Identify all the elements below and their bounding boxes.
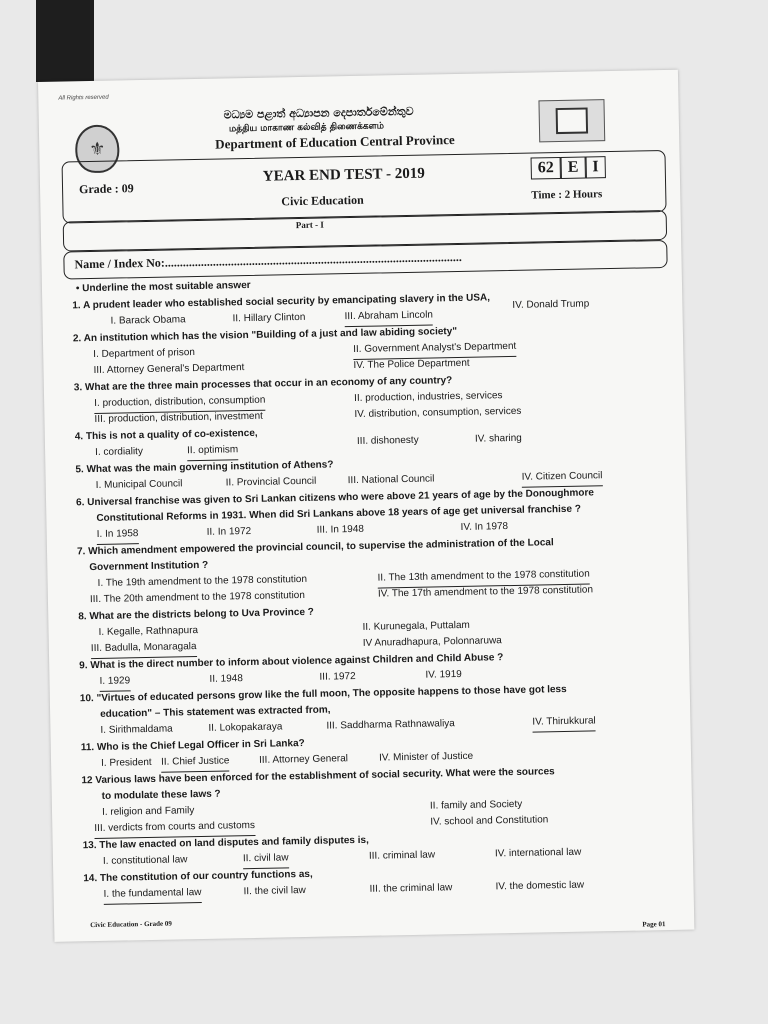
option[interactable]: II. Lokopakaraya [208,721,283,734]
option-underlined[interactable]: II. optimism [187,442,238,461]
option[interactable]: IV. Donald Trump [512,298,590,311]
option[interactable]: II. Hillary Clinton [232,311,306,325]
option[interactable]: IV. sharing [474,432,522,445]
option[interactable]: III. Attorney General [258,753,349,766]
option[interactable]: I. Sirithmaldama [100,723,173,736]
option-underlined[interactable]: II. Government Analyst's Department [353,339,516,360]
grade-label: Grade : 09 [78,181,134,197]
question-text: 1. A prudent leader who established social security by emancipating slavery in the USA, [72,292,491,312]
option[interactable]: I. Kegalle, Rathnapura [98,625,199,638]
option[interactable]: IV. In 1978 [460,521,509,533]
paper-code-part: I [585,156,606,178]
option[interactable]: I. constitutional law [102,854,188,867]
dept-sinhala: මධ්‍යම පළාත් අධ්‍යාපන දෙපාර්තමේන්තුව [223,104,414,122]
option-underlined[interactable]: IV. Thirukkural [532,713,596,732]
question-text-cont: Government Institution ? [89,559,209,574]
option[interactable]: I. Municipal Council [95,478,183,491]
option-underlined[interactable]: III. verdicts from courts and customs [94,818,255,839]
dept-english: Department of Education Central Province [215,132,455,152]
question-text: 4. This is not a quality of co-existence, [74,427,258,443]
background-corner [36,0,94,82]
question-text: 9. What is the direct number to inform about violence against Children and Child Abuse ? [79,652,504,672]
option-underlined[interactable]: I. production, distribution, consumption [94,393,266,414]
option[interactable]: I. cordiality [95,446,144,458]
option[interactable]: IV. distribution, consumption, services [354,405,522,420]
option[interactable]: II. Kurunegala, Puttalam [362,619,470,633]
questions-section [72,270,664,903]
option[interactable]: IV. international law [494,846,582,860]
option[interactable]: I. Barack Obama [110,314,186,327]
question-text-cont: Constitutional Reforms in 1931. When did Sri Lankans above 18 years of age get universal franchise ? [96,503,581,524]
copyright-line: All Rights reserved [58,94,109,102]
option-underlined[interactable]: III. Badulla, Monaragala [91,639,197,659]
option[interactable]: II. the civil law [243,885,306,898]
option[interactable]: II. production, industries, services [354,390,503,404]
paper-code-medium: E [561,157,586,179]
part-label: Part - I [295,219,324,231]
question-text: 5. What was the main governing institution of Athens? [75,459,334,476]
question-10 [80,680,661,739]
option-underlined[interactable]: IV. Citizen Council [522,468,603,488]
footer-subject: Civic Education - Grade 09 [90,919,172,930]
question-text: 7. Which amendment empowered the provincial council, to supervise the administration of the Local [76,537,554,558]
option[interactable]: III. the criminal law [369,882,453,895]
option[interactable]: II. family and Society [429,798,523,812]
question-text: 11. Who is the Chief Legal Officer in Sri Lanka? [80,738,305,754]
option[interactable]: IV. Minister of Justice [378,750,474,764]
question-text-cont: to modulate these laws ? [101,788,221,802]
page-number: Page 01 [642,920,666,929]
option[interactable]: III. 1972 [319,671,356,683]
option[interactable]: III. Saddharma Rathnawaliya [326,718,455,732]
question-text: 13. The law enacted on land disputes and family disputes is, [82,834,369,852]
option[interactable]: III. criminal law [368,849,436,862]
option[interactable]: I. religion and Family [101,805,195,818]
question-text: 14. The constitution of our country functions as, [83,868,313,885]
question-text: 2. An institution which has the vision "Building of a just and law abiding society" [72,326,458,345]
question-text: 8. What are the districts belong to Uva Province ? [78,606,314,623]
option[interactable]: IV. The Police Department [353,357,470,371]
question-text: 12 Various laws have been enforced for the establishment of social security. What were the sources [81,766,555,787]
department-logo-icon [538,99,605,142]
option[interactable]: I. The 19th amendment to the 1978 constitution [97,573,308,589]
question-text: 10. "Virtues of educated persons grow like the full moon, The opposite happens to those have got less [79,683,567,705]
question-7 [77,533,658,608]
option[interactable]: III. The 20th amendment to the 1978 constitution [89,589,305,606]
option[interactable]: II. In 1972 [206,525,252,538]
option-underlined[interactable]: I. In 1958 [97,526,139,545]
option[interactable]: III. production, distribution, investment [94,410,263,425]
option[interactable]: III. In 1948 [316,523,365,536]
option[interactable]: II. Provincial Council [225,475,317,489]
option[interactable]: I. President [100,756,152,769]
question-text: 6. Universal franchise was given to Sri Lankan citizens who were above 21 years of age by the Donoughmore [75,487,595,509]
option[interactable]: III. dishonesty [356,434,419,447]
option-underlined[interactable]: II. Chief Justice [161,753,230,772]
paper-code [531,156,606,179]
option-underlined[interactable]: I. 1929 [99,673,130,692]
option[interactable]: IV. The 17th amendment to the 1978 constitution [377,584,594,600]
question-12 [81,762,662,837]
option[interactable]: IV. 1919 [425,668,462,681]
emblem-icon: ⚜ [75,124,120,173]
paper-code-number: 62 [531,157,561,180]
dept-tamil: மத்திய மாகாண கல்வித் திணைக்களம் [228,121,385,135]
subject-title: Civic Education [281,192,364,209]
instruction: • Underline the most suitable answer [75,279,251,295]
option[interactable]: II. 1948 [209,673,243,685]
option-underlined[interactable]: III. Abraham Lincoln [344,307,433,327]
option[interactable]: IV Anuradhapura, Polonnaruwa [362,635,502,649]
time-label: Time : 2 Hours [531,188,603,202]
exam-title: YEAR END TEST - 2019 [262,165,425,185]
option[interactable]: III. Attorney General's Department [93,362,245,376]
option[interactable]: I. Department of prison [93,347,196,360]
option[interactable]: IV. school and Constitution [430,814,549,828]
question-text: 3. What are the three main processes that occur in an economy of any country? [73,375,453,394]
name-index-label: Name / Index No:................................................................................................... [74,249,462,272]
option[interactable]: III. National Council [347,473,435,487]
option-underlined[interactable]: I. the fundamental law [103,885,201,905]
option[interactable]: IV. the domestic law [495,879,585,893]
exam-paper [38,70,694,942]
option-underlined[interactable]: II. The 13th amendment to the 1978 constitution [377,567,589,589]
question-text-cont: education" – This statement was extracted from, [100,704,331,720]
option-underlined[interactable]: II. civil law [243,850,289,869]
